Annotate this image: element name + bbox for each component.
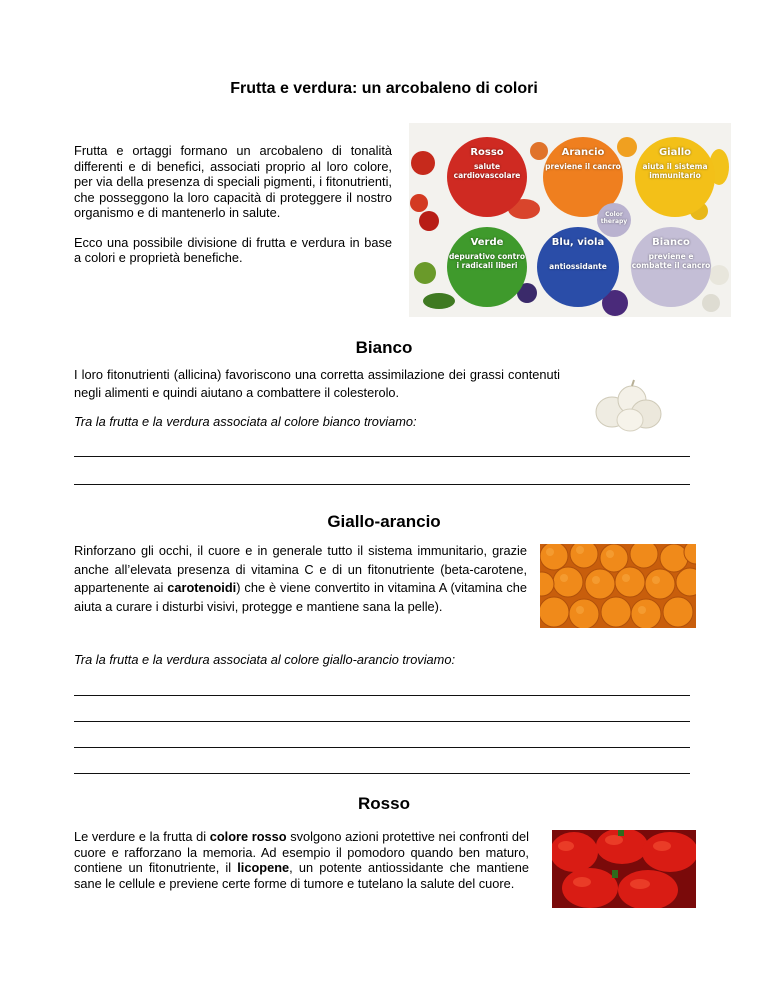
bianco-circle xyxy=(631,227,711,307)
intro-text xyxy=(74,143,392,280)
giallo-arancio-text-a: Rinforzano gli occhi, il cuore e in generale tutto il sistema immunitario, grazie anche all’elevata presenza di vitamina C e di un fitonutriente (beta-carotene, appartenente ai xyxy=(74,543,527,595)
color-rainbow-image xyxy=(409,123,731,317)
giallo-circle-label: Giallo xyxy=(658,147,692,158)
giallo-arancio-text xyxy=(74,542,527,616)
blu-circle xyxy=(537,227,619,307)
rosso-text xyxy=(74,829,529,891)
center-circle xyxy=(597,203,631,237)
bianco-heading: Bianco xyxy=(355,338,413,357)
giallo-arancio-prompt: Tra la frutta e la verdura associata al colore giallo-arancio troviamo: xyxy=(74,652,456,667)
giallo-circle-desc: aiuta il sistema immunitario xyxy=(642,162,708,180)
bianco-circle-desc: previene e combatte il cancro xyxy=(631,252,711,270)
oranges-image xyxy=(540,544,696,628)
giallo-arancio-heading: Giallo-arancio xyxy=(327,512,441,531)
onions-image xyxy=(590,378,666,432)
verde-circle-desc: depurativo contro i radicali liberi xyxy=(448,252,526,270)
answer-line-bianco-2[interactable] xyxy=(74,484,690,485)
intro-paragraph-1: Frutta e ortaggi formano un arcobaleno di tonalità differenti e di benefici, associati proprio al loro colore, per via della presenza di speciali pigmenti, i fitonutrienti, che posseggono la loro capacità di proteggere il nostro organismo e di mantenerlo in salute. xyxy=(74,143,392,220)
arancio-circle-desc: previene il cancro xyxy=(545,162,621,171)
answer-line-giallo-3[interactable] xyxy=(74,747,690,748)
intro-paragraph-2: Ecco una possibile divisione di frutta e verdura in base a colori e proprietà benefiche. xyxy=(74,234,392,265)
verde-circle xyxy=(447,227,527,307)
carotenoidi-bold: carotenoidi xyxy=(167,580,237,595)
arancio-circle-label: Arancio xyxy=(561,147,605,158)
bianco-text: I loro fitonutrienti (allicina) favoriscono una corretta assimilazione dei grassi contenuti negli alimenti e quindi aiutano a combattere il colesterolo. xyxy=(74,367,560,400)
rosso-circle-desc: salute cardiovascolare xyxy=(453,162,521,180)
center-circle-label: Color therapy xyxy=(600,211,628,225)
rosso-text-b: svolgono azioni protettive nei confronti del cuore e rafforzano la memoria. Ad esempio il pomodoro quando ben maturo, contiene un fitonutriente, il xyxy=(74,829,530,875)
rosso-circle xyxy=(447,137,527,217)
page-title: Frutta e verdura: un arcobaleno di colori xyxy=(230,80,538,97)
blu-circle-label: Blu, viola xyxy=(551,237,605,248)
blu-circle-desc: antiossidante xyxy=(549,262,607,271)
verde-circle-label: Verde xyxy=(470,237,504,248)
answer-line-giallo-1[interactable] xyxy=(74,695,690,696)
colore-rosso-bold: colore rosso xyxy=(209,829,287,844)
red-peppers-image xyxy=(552,830,696,908)
giallo-circle xyxy=(635,137,715,217)
rosso-heading: Rosso xyxy=(358,794,410,813)
rosso-text-c: , un potente antiossidante che mantiene sane le cellule e previene certe forme di tumore e tutelano la salute del cuore. xyxy=(74,860,529,891)
bianco-prompt: Tra la frutta e la verdura associata al colore bianco troviamo: xyxy=(74,414,417,429)
bianco-circle-label: Bianco xyxy=(652,237,690,248)
answer-line-giallo-4[interactable] xyxy=(74,773,690,774)
licopene-bold: licopene xyxy=(237,860,290,875)
answer-line-giallo-2[interactable] xyxy=(74,721,690,722)
giallo-arancio-text-b: ) che è viene convertito in vitamina A (vitamina che aiuta a curare i disturbi visivi, protegge e mantiene sana la pelle). xyxy=(74,580,527,614)
rosso-text-a: Le verdure e la frutta di xyxy=(74,829,210,844)
rosso-circle-label: Rosso xyxy=(470,147,504,158)
answer-line-bianco-1[interactable] xyxy=(74,456,690,457)
